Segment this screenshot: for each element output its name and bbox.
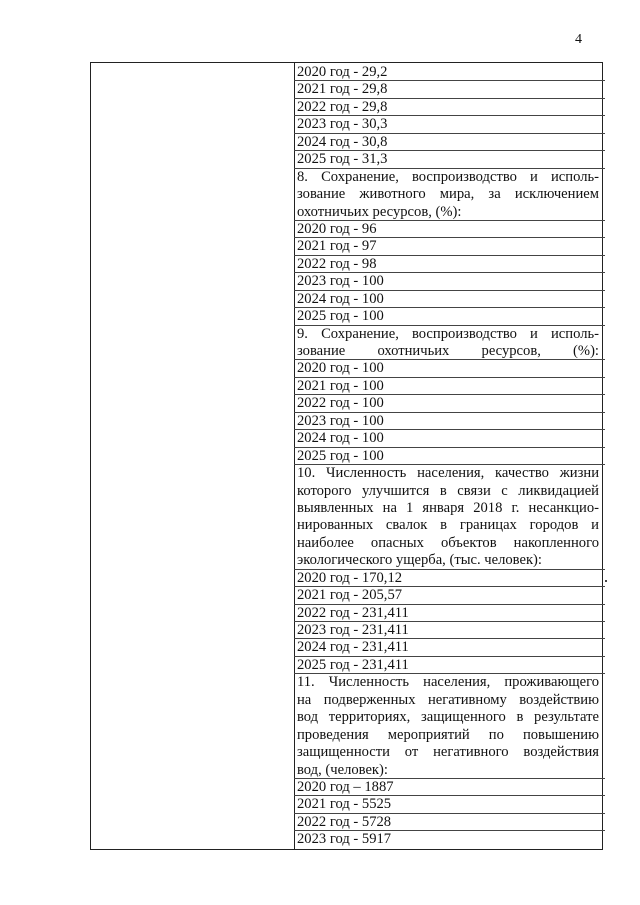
year-value-line: 2022 год - 231,411 xyxy=(297,605,599,622)
year-value-line: 2022 год - 100 xyxy=(297,395,599,412)
indicator-heading-line: 10. Численность населения, качество жизни xyxy=(297,465,599,482)
year-value-line: 2023 год - 5917 xyxy=(297,831,392,848)
year-value-line: 2020 год - 29,2 xyxy=(297,64,599,81)
indicator-heading-line: вод, (человек): xyxy=(297,762,599,779)
year-value-line: 2023 год - 231,411 xyxy=(297,622,599,639)
indicator-heading-line: вод территориях, защищенного в результате xyxy=(297,709,599,726)
year-value-line: 2025 год - 231,411 xyxy=(297,657,599,674)
indicator-heading-line: зование охотничьих ресурсов, (%): xyxy=(297,343,599,359)
year-value-line: 2020 год - 100 xyxy=(297,360,599,377)
year-value-line: 2023 год - 100 xyxy=(297,413,599,430)
scan-speck xyxy=(605,580,607,582)
year-value-line: 2025 год - 31,3 xyxy=(297,151,599,168)
year-value-line: 2023 год - 30,3 xyxy=(297,116,599,133)
year-value-line: 2020 год - 96 xyxy=(297,221,599,238)
year-value-line: 2021 год - 29,8 xyxy=(297,81,599,98)
year-value-line: 2024 год - 100 xyxy=(297,430,599,447)
indicator-heading-line: охотничьих ресурсов, (%): xyxy=(297,204,599,221)
year-value-line: 2021 год - 100 xyxy=(297,378,599,395)
year-value-line: 2022 год - 5728 xyxy=(297,814,599,831)
year-value-line: 2020 год - 170,12 xyxy=(297,570,599,587)
year-value-line: 2025 год - 100 xyxy=(297,448,599,465)
indicator-values-cell xyxy=(297,64,599,849)
indicator-heading-line: 9. Сохранение, воспроизводство и исполь- xyxy=(297,325,599,342)
year-value-line: 2024 год - 100 xyxy=(297,291,599,308)
year-value-line: 2021 год - 205,57 xyxy=(297,587,599,604)
year-value-line: 2020 год – 1887 xyxy=(297,779,599,796)
year-value-line: 2024 год - 30,8 xyxy=(297,134,599,151)
page-number: 4 xyxy=(575,32,582,47)
indicator-table xyxy=(90,62,603,850)
year-value-line: 2022 год - 29,8 xyxy=(297,99,599,116)
indicator-heading-line: зование животного мира, за исключением xyxy=(297,186,599,203)
year-value-line: 2022 год - 98 xyxy=(297,256,599,273)
indicator-heading-line: нированных свалок в границах городов и xyxy=(297,517,599,534)
indicator-heading-line: экологического ущерба, (тыс. человек): xyxy=(297,552,599,569)
indicator-heading-line: проведения мероприятий по повышению xyxy=(297,726,599,743)
indicator-heading-line: 8. Сохранение, воспроизводство и исполь- xyxy=(297,168,599,185)
indicator-heading-line: 11. Численность населения, проживающего xyxy=(297,674,599,691)
column-divider xyxy=(294,63,295,849)
indicator-heading-line: выявленных на 1 января 2018 г. несанкцио- xyxy=(297,499,599,516)
year-value-line: 2024 год - 231,411 xyxy=(297,639,599,656)
year-value-line: 2023 год - 100 xyxy=(297,273,599,290)
year-value-line: 2021 год - 5525 xyxy=(297,796,599,813)
year-value-line: 2021 год - 97 xyxy=(297,238,599,255)
indicator-heading-line: которого улучшится в связи с ликвидацией xyxy=(297,482,599,499)
indicator-heading-line: защищенности от негативного воздействия xyxy=(297,744,599,761)
indicator-heading-line: наиболее опасных объектов накопленного xyxy=(297,534,599,551)
indicator-heading-line: на подверженных негативному воздействию xyxy=(297,691,599,708)
year-value-line: 2025 год - 100 xyxy=(297,308,599,325)
